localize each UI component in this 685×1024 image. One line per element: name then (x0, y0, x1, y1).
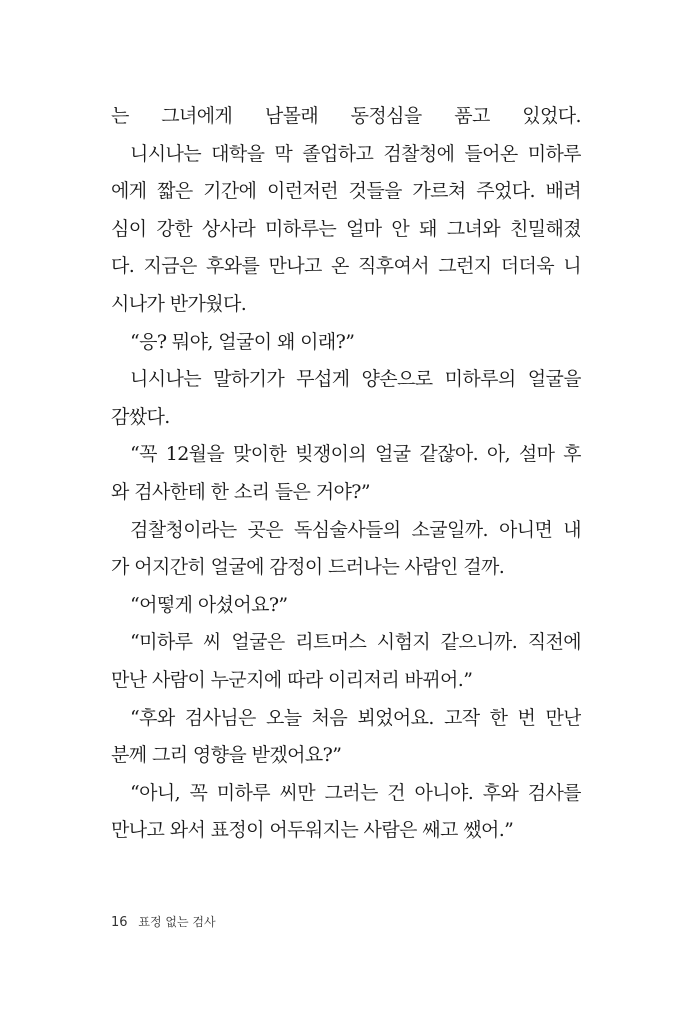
text-line-14: “어떻게 아셨어요?” (130, 593, 288, 616)
page-footer (111, 913, 216, 930)
text-line-1: 는 그녀에게 남몰래 동정심을 품고 있었다. (111, 105, 581, 127)
text-line-18: 분께 그리 영향을 받겠어요?” (111, 744, 342, 767)
page-body-text (111, 98, 581, 850)
text-line-13: 가 어지간히 얼굴에 감정이 드러나는 사람인 걸까. (111, 556, 505, 579)
text-line-12: 검찰청이라는 곳은 독심술사들의 소굴일까. 아니면 내 (130, 518, 581, 541)
text-line-2: 니시나는 대학을 막 졸업하고 검찰청에 들어온 미하루 (130, 142, 581, 165)
text-line-17: “후와 검사님은 오늘 처음 뵈었어요. 고작 한 번 만난 (130, 706, 581, 729)
text-line-9: 감쌌다. (111, 405, 170, 428)
page-number: 16 (111, 915, 128, 930)
text-line-10: “꼭 12월을 맞이한 빚쟁이의 얼굴 같잖아. 아, 설마 후 (130, 443, 581, 466)
text-line-6: 시나가 반가웠다. (111, 292, 247, 315)
text-line-20: 만나고 와서 표정이 어두워지는 사람은 쌔고 쌨어.” (111, 819, 514, 842)
text-line-3: 에게 짧은 기간에 이런저런 것들을 가르쳐 주었다. 배려 (111, 180, 581, 203)
text-line-11: 와 검사한테 한 소리 들은 거야?” (111, 480, 370, 503)
running-book-title: 표정 없는 검사 (138, 915, 216, 929)
text-line-5: 다. 지금은 후와를 만나고 온 직후여서 그런지 더더욱 니 (111, 255, 581, 278)
text-line-7: “응? 뭐야, 얼굴이 왜 이래?” (130, 330, 355, 353)
text-line-8: 니시나는 말하기가 무섭게 양손으로 미하루의 얼굴을 (130, 368, 581, 391)
text-line-19: “아니, 꼭 미하루 씨만 그러는 건 아니야. 후와 검사를 (130, 781, 581, 804)
text-line-15: “미하루 씨 얼굴은 리트머스 시험지 같으니까. 직전에 (130, 631, 581, 654)
text-line-16: 만난 사람이 누군지에 따라 이리저리 바뀌어.” (111, 668, 473, 691)
text-line-4: 심이 강한 상사라 미하루는 얼마 안 돼 그녀와 친밀해졌 (111, 217, 581, 240)
